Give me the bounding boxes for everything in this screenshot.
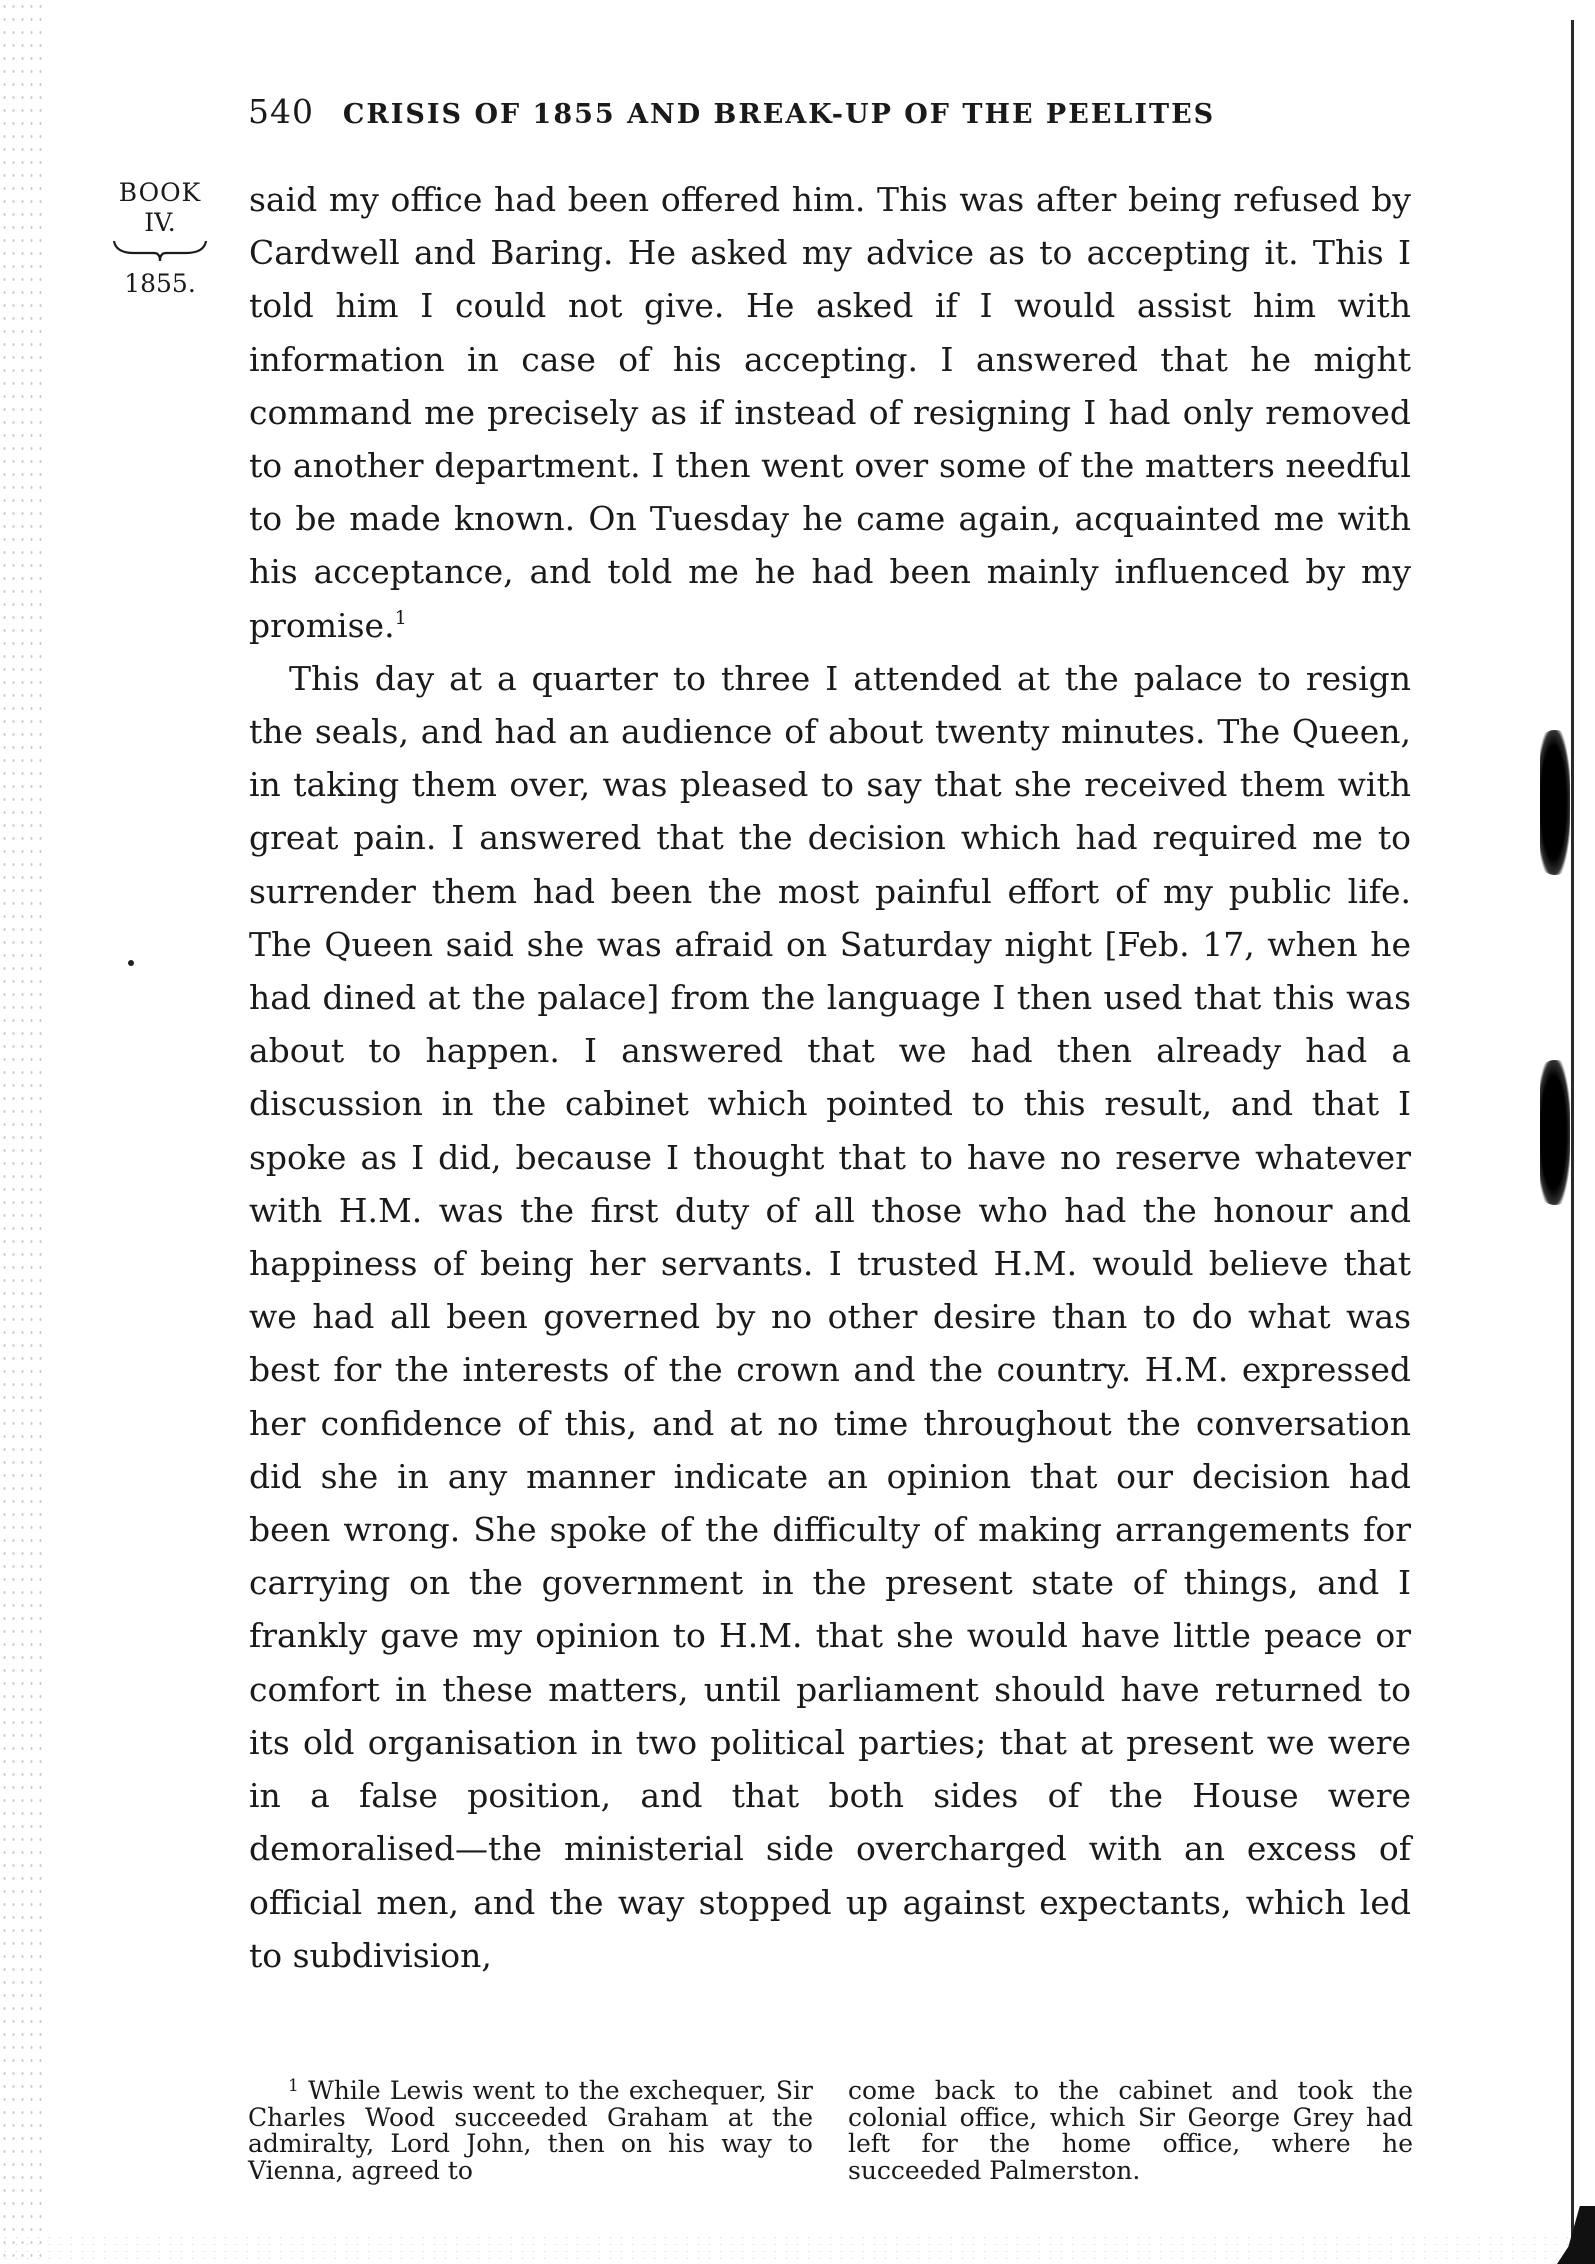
ink-speck bbox=[128, 960, 134, 966]
paragraph bbox=[249, 173, 1411, 652]
paragraph: This day at a quarter to three I attended at the palace to resign the seals, and had an audience of about twenty minutes. The Queen, in taking them over, was pleased to say that she received them with great pain. I answered that the decision which had required me to surrender them had been the most painful effort of my public life. The Queen said she was afraid on Saturday night [Feb. 17, when he had dined at the palace] from the language I then used that this was about to happen. I answered that we had then already had a discussion in the cabinet which pointed to this result, and that I spoke as I did, because I thought that to have no reserve whatever with H.M. was the first duty of all those who had the honour and happiness of being her servants. I trusted H.M. would believe that we had all been governed by no other desire than to do what was best for the interests of the crown and the country. H.M. expressed her confidence of this, and at no time throughout the conversation did she in any manner indicate an opinion that our decision had been wrong. She spoke of the difficulty of making arrangements for carrying on the government in the present state of things, and I frankly gave my opinion to H.M. that she would have little peace or comfort in these matters, until parliament should have returned to its old organisation in two political parties; that at present we were in a false position, and that both sides of the House were demoralised—the ministerial side overcharged with an excess of official men, and the way stopped up against expectants, which led to subdivision, bbox=[249, 658, 1411, 1975]
margin-volume-label: IV. bbox=[144, 207, 176, 237]
footnote-reference: 1 bbox=[394, 606, 407, 629]
footnote-text: While Lewis went to the exchequer, Sir Charles Wood succeeded Graham at the admiralty, Lord John, then on his way to Vienna, agreed to bbox=[248, 2076, 813, 2185]
binding-clip-mark bbox=[1540, 730, 1570, 875]
chapter-title: CRISIS OF 1855 AND BREAK-UP OF THE PEELITES bbox=[342, 99, 1216, 130]
footnote-column-left bbox=[248, 2078, 813, 2184]
footnotes bbox=[248, 2078, 1413, 2184]
footnote-column-right: come back to the cabinet and took the colonial office, which Sir George Grey had left for the home office, where he succeeded Palmerston. bbox=[848, 2076, 1413, 2185]
scan-bottom-speckle bbox=[0, 2234, 1595, 2264]
binding-clip-mark bbox=[1540, 1060, 1570, 1205]
margin-book-label: BOOK bbox=[118, 178, 202, 207]
margin-year: 1855. bbox=[124, 269, 196, 298]
scan-edge-speckle bbox=[0, 0, 48, 2264]
running-header bbox=[248, 92, 1408, 131]
paragraph-text: said my office had been offered him. This was after being refused by Cardwell and Baring. He asked my advice as to accepting it. This I told him I could not give. He asked if I would assist him with information in case of his accepting. I answered that he might command me precisely as if instead of resigning I had only removed to another department. I then went over some of the matters needful to be made known. On Tuesday he came again, acquainted me with his acceptance, and told me he had been mainly influenced by my promise. bbox=[249, 180, 1411, 645]
footnote-marker: 1 bbox=[288, 2076, 299, 2096]
binding-gutter-line bbox=[1571, 20, 1574, 2264]
brace-icon bbox=[110, 237, 210, 263]
margin-note bbox=[100, 178, 220, 299]
page-number: 540 bbox=[248, 92, 314, 131]
main-text bbox=[249, 173, 1411, 1982]
